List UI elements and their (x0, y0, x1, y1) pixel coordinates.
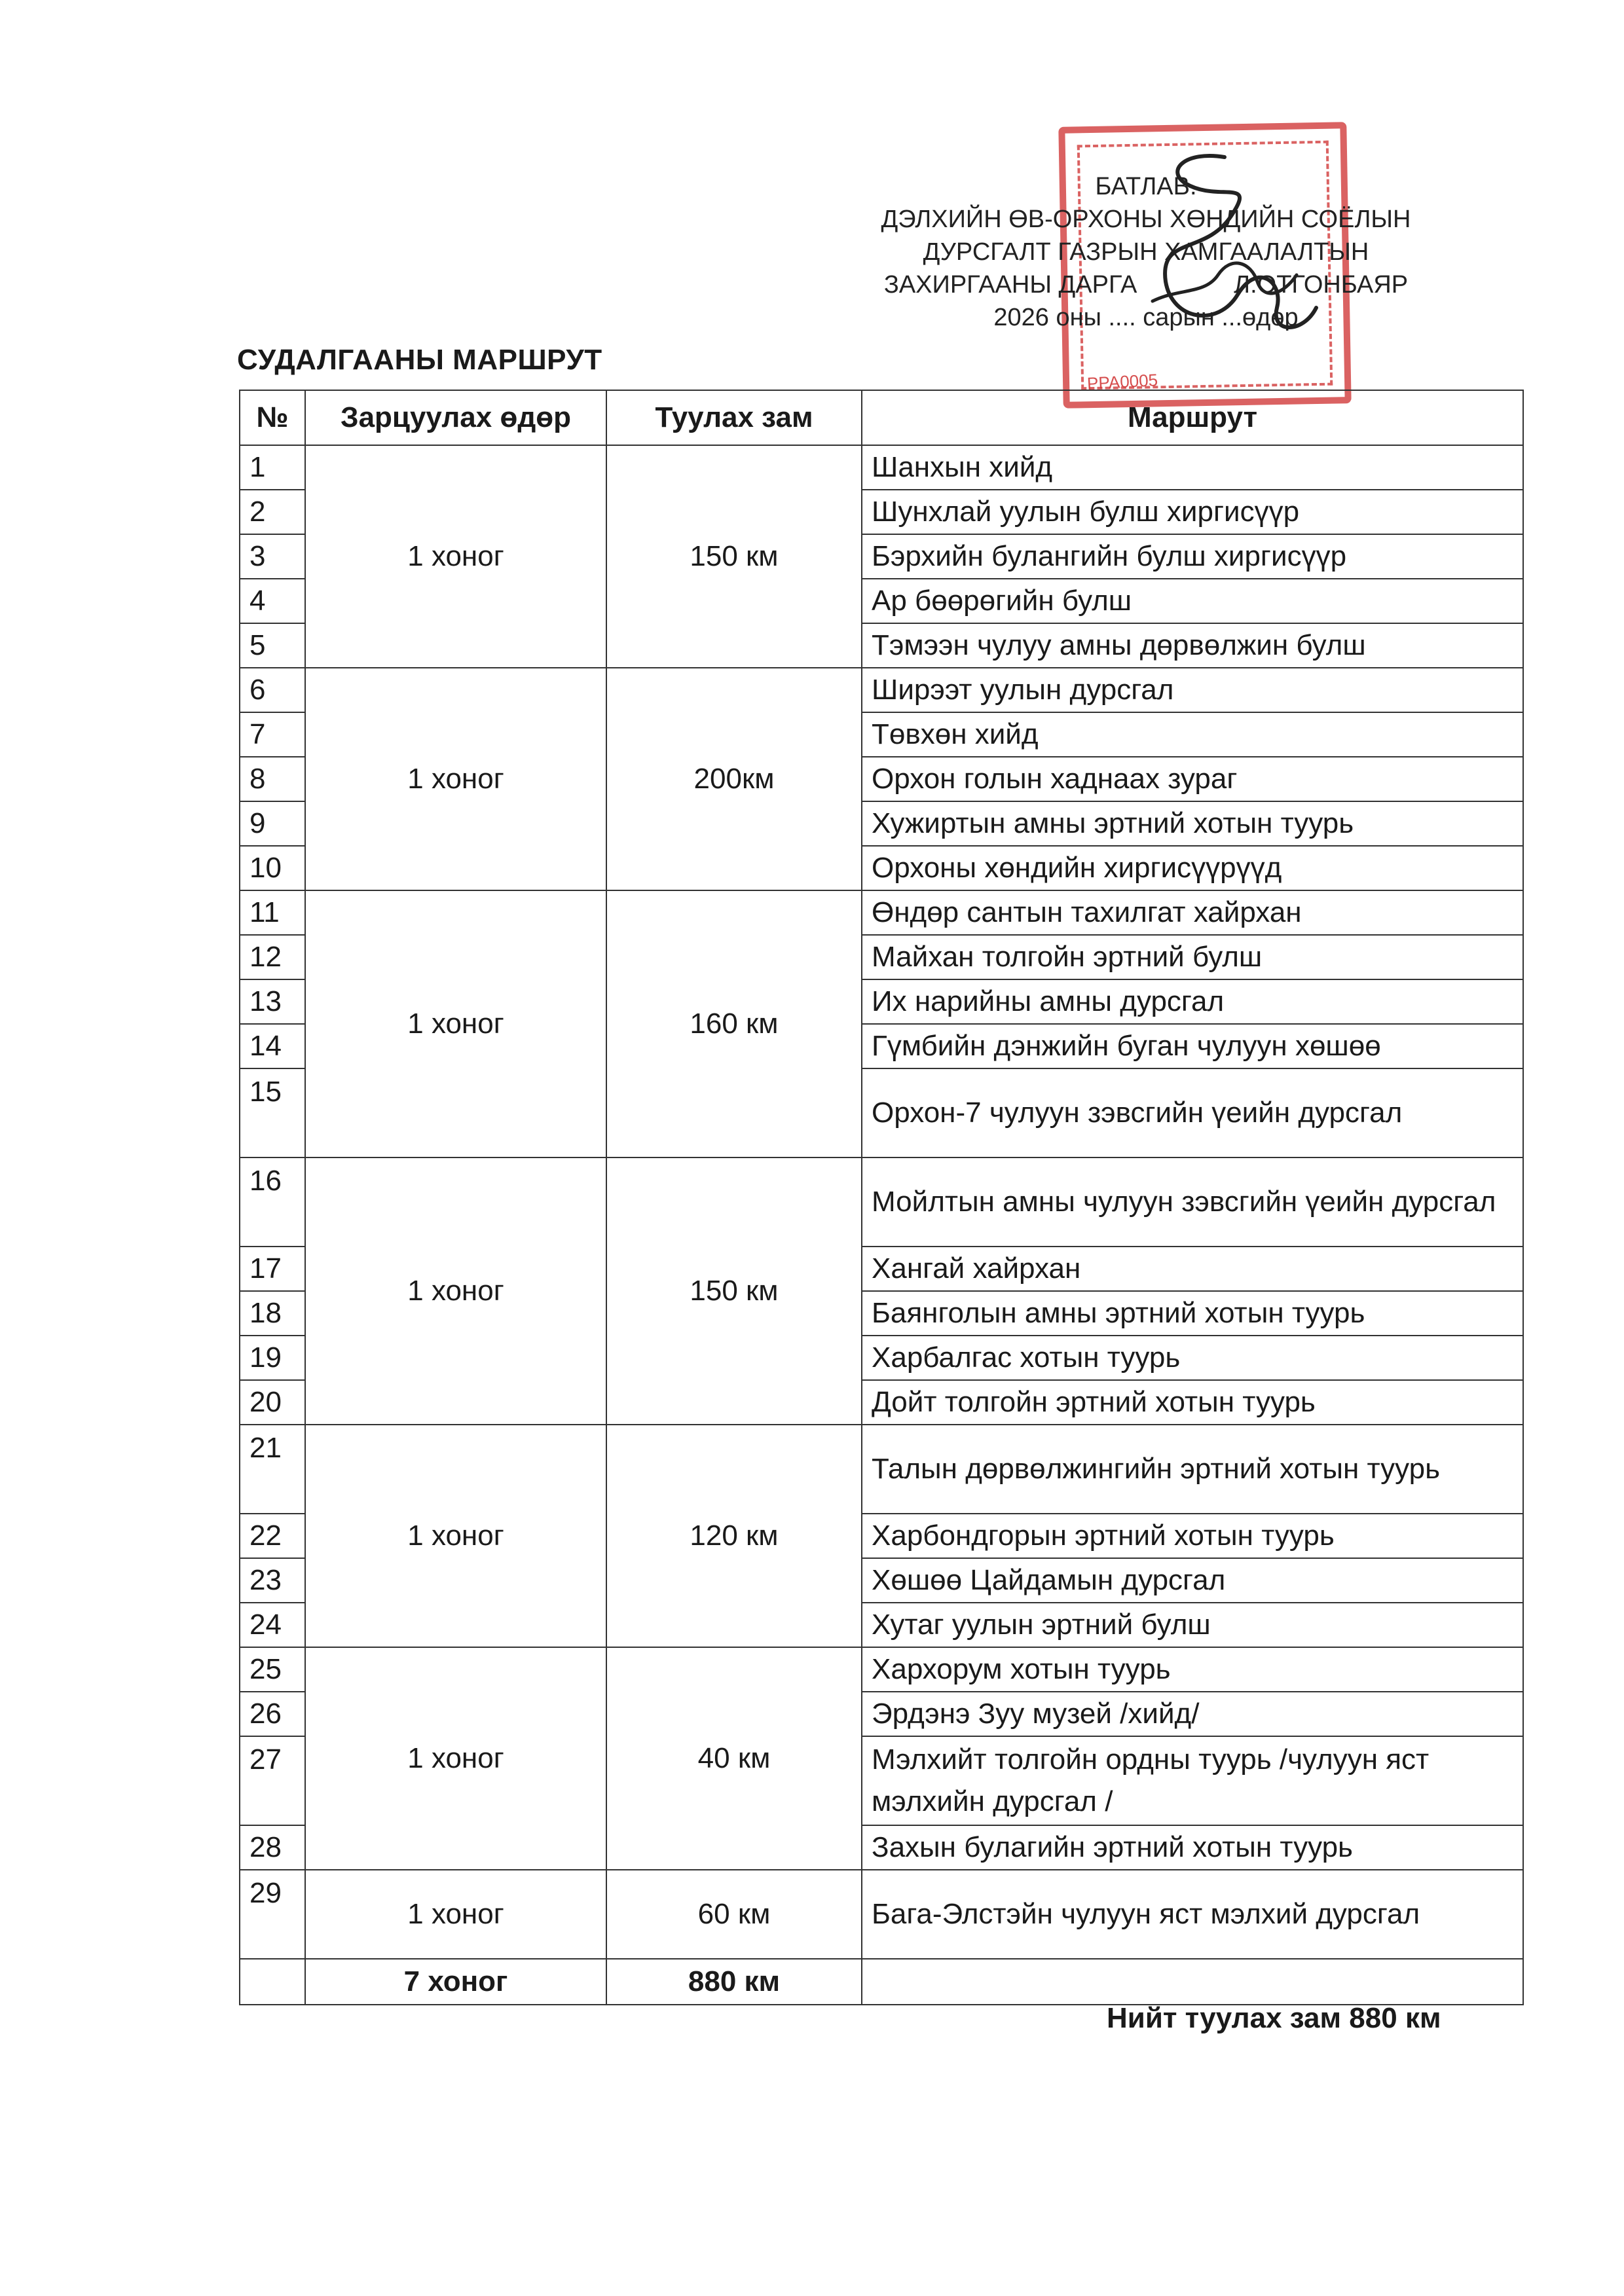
header-distance: Туулах зам (606, 390, 862, 445)
approval-block (753, 170, 1539, 334)
table-row (240, 1647, 1523, 1692)
route-place: Бэрхийн булангийн булш хиргисүүр (862, 534, 1523, 579)
route-place: Майхан толгойн эртний булш (862, 935, 1523, 979)
table-header-row (240, 390, 1523, 445)
group-days: 1 хоног (305, 1647, 606, 1870)
total-distance: 880 км (606, 1959, 862, 2005)
table-row (240, 1157, 1523, 1247)
row-number: 3 (240, 534, 305, 579)
stamp-id: РРА0005 (1086, 370, 1158, 393)
route-place: Орхон голын хаднаах зураг (862, 757, 1523, 801)
row-number: 17 (240, 1247, 305, 1291)
route-place: Өндөр сантын тахилгат хайрхан (862, 890, 1523, 935)
row-number: 6 (240, 668, 305, 712)
row-number: 29 (240, 1870, 305, 1959)
route-place: Ар бөөрөгийн булш (862, 579, 1523, 623)
row-number: 22 (240, 1514, 305, 1558)
group-distance: 60 км (606, 1870, 862, 1959)
route-place: Эрдэнэ Зуу музей /хийд/ (862, 1692, 1523, 1736)
row-number: 26 (240, 1692, 305, 1736)
route-place: Шанхын хийд (862, 445, 1523, 490)
group-days: 1 хоног (305, 1425, 606, 1647)
route-place: Орхоны хөндийн хиргисүүрүүд (862, 846, 1523, 890)
table-body (240, 445, 1523, 1959)
table-row (240, 445, 1523, 490)
route-place: Дойт толгойн эртний хотын туурь (862, 1380, 1523, 1425)
group-distance: 150 км (606, 445, 862, 668)
group-days: 1 хоног (305, 1157, 606, 1425)
route-place: Мэлхийт толгойн ордны туурь /чулуун яст мэлхийн дурсгал / (862, 1736, 1523, 1825)
route-place: Их нарийны амны дурсгал (862, 979, 1523, 1024)
document-title: СУДАЛГААНЫ МАРШРУТ (237, 344, 602, 376)
route-place: Захын булагийн эртний хотын туурь (862, 1825, 1523, 1870)
group-distance: 150 км (606, 1157, 862, 1425)
row-number: 10 (240, 846, 305, 890)
header-days: Зарцуулах өдөр (305, 390, 606, 445)
table-row (240, 890, 1523, 935)
row-number: 11 (240, 890, 305, 935)
route-place: Харбондгорын эртний хотын туурь (862, 1514, 1523, 1558)
grand-total: Нийт туулах зам 880 км (1107, 2002, 1441, 2034)
total-row (240, 1959, 1523, 2005)
row-number: 14 (240, 1024, 305, 1068)
row-number: 24 (240, 1603, 305, 1647)
approval-org-line-1: ДЭЛХИЙН ӨВ-ОРХОНЫ ХӨНДИЙН СОЁЛЫН (881, 206, 1411, 233)
total-route (862, 1959, 1523, 2005)
route-place: Шунхлай уулын булш хиргисүүр (862, 490, 1523, 534)
row-number: 27 (240, 1736, 305, 1825)
group-distance: 200км (606, 668, 862, 890)
route-place: Харбалгас хотын туурь (862, 1336, 1523, 1380)
row-number: 7 (240, 712, 305, 757)
route-table (239, 390, 1524, 2005)
row-number: 2 (240, 490, 305, 534)
table-row (240, 1425, 1523, 1514)
row-number: 1 (240, 445, 305, 490)
route-place: Хархорум хотын туурь (862, 1647, 1523, 1692)
row-number: 8 (240, 757, 305, 801)
header-num: № (240, 390, 305, 445)
route-place: Хангай хайрхан (862, 1247, 1523, 1291)
total-num (240, 1959, 305, 2005)
row-number: 15 (240, 1068, 305, 1157)
row-number: 19 (240, 1336, 305, 1380)
row-number: 20 (240, 1380, 305, 1425)
group-distance: 160 км (606, 890, 862, 1157)
row-number: 4 (240, 579, 305, 623)
group-distance: 120 км (606, 1425, 862, 1647)
row-number: 13 (240, 979, 305, 1024)
row-number: 28 (240, 1825, 305, 1870)
table-row (240, 1870, 1523, 1959)
route-place: Талын дөрвөлжингийн эртний хотын туурь (862, 1425, 1523, 1514)
group-days: 1 хоног (305, 890, 606, 1157)
route-place: Хутаг уулын эртний булш (862, 1603, 1523, 1647)
row-number: 9 (240, 801, 305, 846)
route-place: Орхон-7 чулуун зэвсгийн үеийн дурсгал (862, 1068, 1523, 1157)
row-number: 12 (240, 935, 305, 979)
total-days: 7 хоног (305, 1959, 606, 2005)
approval-official: ЗАХИРГААНЫ ДАРГА Л.ОТГОНБАЯР (883, 271, 1409, 299)
row-number: 21 (240, 1425, 305, 1514)
route-place: Төвхөн хийд (862, 712, 1523, 757)
group-days: 1 хоног (305, 1870, 606, 1959)
row-number: 18 (240, 1291, 305, 1336)
route-place: Ширээт уулын дурсгал (862, 668, 1523, 712)
table-row (240, 668, 1523, 712)
route-place: Хөшөө Цайдамын дурсгал (862, 1558, 1523, 1603)
row-number: 23 (240, 1558, 305, 1603)
approval-label: БАТЛАВ. (1095, 173, 1197, 200)
route-place: Гүмбийн дэнжийн буган чулуун хөшөө (862, 1024, 1523, 1068)
row-number: 25 (240, 1647, 305, 1692)
row-number: 16 (240, 1157, 305, 1247)
route-place: Бага-Элстэйн чулуун яст мэлхий дурсгал (862, 1870, 1523, 1959)
route-place: Баянголын амны эртний хотын туурь (862, 1291, 1523, 1336)
row-number: 5 (240, 623, 305, 668)
group-distance: 40 км (606, 1647, 862, 1870)
header-route: Маршрут (862, 390, 1523, 445)
approval-date: 2026 оны .... сарын ...өдөр (993, 304, 1299, 331)
group-days: 1 хоног (305, 445, 606, 668)
approval-org-line-2: ДУРСГАЛТ ГАЗРЫН ХАМГААЛАЛТЫН (923, 238, 1369, 266)
route-place: Мойлтын амны чулуун зэвсгийн үеийн дурсгал (862, 1157, 1523, 1247)
group-days: 1 хоног (305, 668, 606, 890)
route-place: Хужиртын амны эртний хотын туурь (862, 801, 1523, 846)
route-place: Тэмээн чулуу амны дөрвөлжин булш (862, 623, 1523, 668)
